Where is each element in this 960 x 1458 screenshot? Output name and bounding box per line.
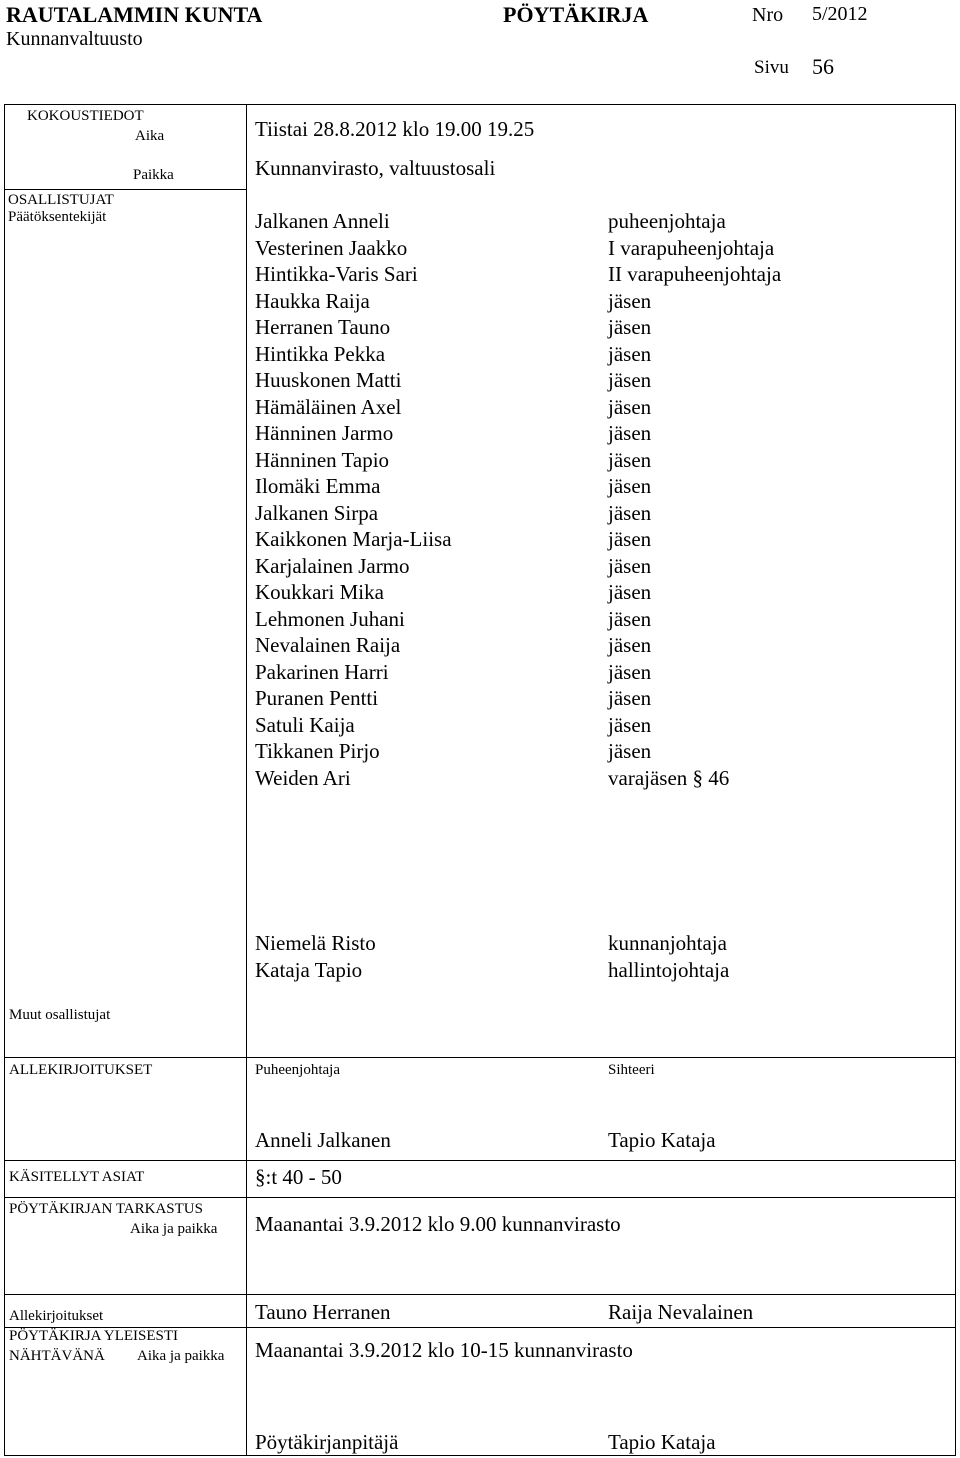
member-role: jäsen xyxy=(608,394,652,419)
member-row xyxy=(0,686,900,712)
member-name: Herranen Tauno xyxy=(255,315,391,339)
frame-top xyxy=(4,104,956,105)
secretary-name: Tapio Kataja xyxy=(608,1128,716,1152)
member-name: Koukkari Mika xyxy=(255,580,384,604)
member-role: jäsen xyxy=(608,553,652,578)
frame-bottom xyxy=(4,1455,956,1456)
reviewer-name: Tauno Herranen xyxy=(255,1300,391,1324)
other-participant-name: Niemelä Risto xyxy=(255,931,376,955)
member-role: jäsen xyxy=(608,686,652,710)
nro-label: Nro xyxy=(752,4,784,26)
divider-review-sign xyxy=(4,1294,956,1295)
member-role: II varapuheenjohtaja xyxy=(608,262,782,286)
member-name: Vesterinen Jaakko xyxy=(255,235,408,260)
member-name: Jalkanen Anneli xyxy=(255,209,390,233)
signatures-section-label: ALLEKIRJOITUKSET xyxy=(9,1062,153,1078)
review-label: PÖYTÄKIRJAN TARKASTUS xyxy=(9,1201,203,1217)
chair-name: Anneli Jalkanen xyxy=(255,1128,391,1152)
page-label: Sivu xyxy=(754,57,789,78)
member-row xyxy=(0,713,900,739)
member-name: Puranen Pentti xyxy=(255,686,379,710)
member-name: Haukka Raija xyxy=(255,288,370,313)
member-role: jäsen xyxy=(608,315,652,339)
divider-others xyxy=(4,1057,956,1058)
member-name: Huuskonen Matti xyxy=(255,368,402,392)
member-row xyxy=(0,315,900,341)
member-name: Nevalainen Raija xyxy=(255,633,401,657)
review-sub-label: Aika ja paikka xyxy=(130,1221,218,1237)
member-name: Kaikkonen Marja-Liisa xyxy=(255,527,452,551)
member-role: jäsen xyxy=(608,421,652,445)
member-row xyxy=(0,209,900,235)
member-row xyxy=(0,633,900,659)
divider-items xyxy=(4,1160,956,1161)
chair-label: Puheenjohtaja xyxy=(255,1062,340,1078)
member-role: varajäsen § 46 xyxy=(608,765,730,790)
member-row xyxy=(0,342,900,368)
participants-section-label: OSALLISTUJAT xyxy=(8,192,114,208)
member-name: Hintikka Pekka xyxy=(255,341,386,366)
time-label: Aika xyxy=(135,128,165,144)
member-name: Ilomäki Emma xyxy=(255,474,381,498)
member-row xyxy=(0,262,900,288)
member-role: jäsen xyxy=(608,606,652,631)
items-label: KÄSITELLYT ASIAT xyxy=(9,1169,145,1185)
member-name: Hänninen Jarmo xyxy=(255,421,394,445)
member-role: jäsen xyxy=(608,580,652,604)
member-role: jäsen xyxy=(608,500,652,525)
member-row xyxy=(0,368,900,394)
member-role: jäsen xyxy=(608,341,652,366)
keeper-label: Pöytäkirjanpitäjä xyxy=(255,1430,399,1454)
member-role: jäsen xyxy=(608,739,652,763)
other-participant-role: kunnanjohtaja xyxy=(608,931,727,955)
member-name: Hänninen Tapio xyxy=(255,447,390,472)
doc-type: PÖYTÄKIRJA xyxy=(503,2,649,27)
member-row xyxy=(0,766,900,792)
member-role: jäsen xyxy=(608,288,652,313)
divider-review xyxy=(4,1197,956,1198)
member-row xyxy=(0,236,900,262)
member-name: Hintikka-Varis Sari xyxy=(255,262,418,286)
org-name: RAUTALAMMIN KUNTA xyxy=(6,2,263,27)
others-label: Muut osallistujat xyxy=(9,1007,111,1023)
member-name: Tikkanen Pirjo xyxy=(255,739,380,763)
page-number: 56 xyxy=(812,54,834,79)
review-value: Maanantai 3.9.2012 klo 9.00 kunnanvirasto xyxy=(255,1212,621,1236)
member-role: jäsen xyxy=(608,447,652,472)
member-row xyxy=(0,474,900,500)
meeting-section-label: KOKOUSTIEDOT xyxy=(27,108,144,124)
public-sub-label: Aika ja paikka xyxy=(137,1348,225,1364)
member-role: puheenjohtaja xyxy=(608,209,726,233)
member-row xyxy=(0,448,900,474)
member-role: jäsen xyxy=(608,368,652,392)
member-name: Lehmonen Juhani xyxy=(255,606,405,631)
member-role: jäsen xyxy=(608,474,652,498)
items-value: §:t 40 - 50 xyxy=(255,1165,342,1189)
member-name: Pakarinen Harri xyxy=(255,659,389,684)
member-row xyxy=(0,421,900,447)
public-label: PÖYTÄKIRJA YLEISESTI xyxy=(9,1328,179,1344)
frame-right xyxy=(955,104,956,1456)
other-participant-role: hallintojohtaja xyxy=(608,958,730,982)
keeper-name: Tapio Kataja xyxy=(608,1430,716,1454)
public-value: Maanantai 3.9.2012 klo 10-15 kunnanvirasto xyxy=(255,1338,633,1362)
member-role: I varapuheenjohtaja xyxy=(608,235,775,260)
decision-makers-label: Päätöksentekijät xyxy=(8,209,107,225)
member-role: jäsen xyxy=(608,633,652,657)
member-row xyxy=(0,527,900,553)
member-role: jäsen xyxy=(608,659,652,684)
member-role: jäsen xyxy=(608,527,652,551)
member-row xyxy=(0,395,900,421)
member-role: jäsen xyxy=(608,712,652,737)
place-label: Paikka xyxy=(133,167,174,183)
reviewer-name: Raija Nevalainen xyxy=(608,1300,754,1324)
member-name: Karjalainen Jarmo xyxy=(255,553,410,578)
body-name: Kunnanvaltuusto xyxy=(6,28,143,50)
member-row xyxy=(0,289,900,315)
member-name: Satuli Kaija xyxy=(255,712,355,737)
review-signatures-label: Allekirjoitukset xyxy=(9,1308,104,1324)
other-participant-name: Kataja Tapio xyxy=(255,958,363,982)
member-name: Jalkanen Sirpa xyxy=(255,500,379,525)
place-value: Kunnanvirasto, valtuustosali xyxy=(255,156,496,180)
divider-meeting xyxy=(4,189,247,190)
member-row xyxy=(0,580,900,606)
member-row xyxy=(0,660,900,686)
time-value: Tiistai 28.8.2012 klo 19.00 19.25 xyxy=(255,117,535,141)
member-row xyxy=(0,607,900,633)
secretary-label: Sihteeri xyxy=(608,1062,655,1078)
member-row xyxy=(0,501,900,527)
public-label-2: NÄHTÄVÄNÄ xyxy=(9,1348,105,1364)
member-row xyxy=(0,554,900,580)
member-row xyxy=(0,739,900,765)
nro-value: 5/2012 xyxy=(812,3,868,25)
member-name: Weiden Ari xyxy=(255,765,351,790)
member-name: Hämäläinen Axel xyxy=(255,394,402,419)
